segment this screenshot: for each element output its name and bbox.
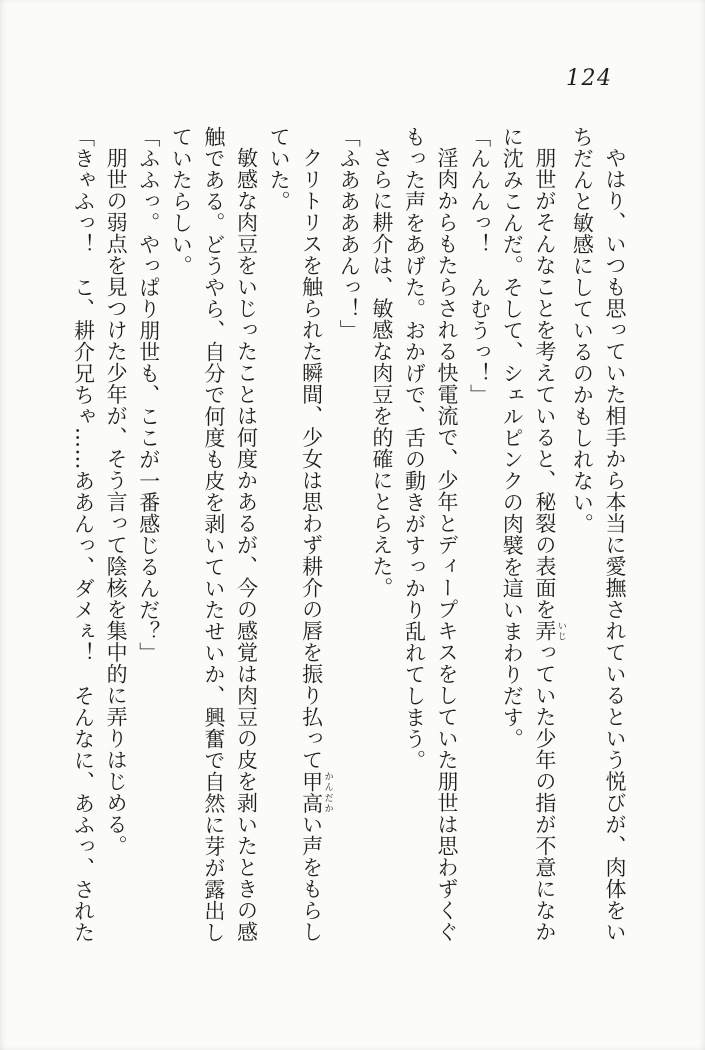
paragraph-dialogue: 「ふふっ。やっぱり朋世も、ここが一番感じるんだ？」 [136, 126, 161, 664]
paragraph-dialogue: 「きゃふっ！ こ、耕介兄ちゃ……ああんっ、ダメぇ！ そんなに、あふっ、された [71, 126, 96, 943]
paragraph-narrative: 朋世がそんなことを考えていると、秘裂の表面を弄 いじっていた少年の指が不意になかに沈みこんだ。そして、シェルピンクの肉襞を這いまわりだす。 [500, 126, 566, 943]
body-text [71, 126, 631, 948]
paragraph-narrative: クリトリスを触られた瞬間、少女は思わず耕介の唇を振り払って甲高 かんだかい声をもらしていた。 [267, 126, 333, 943]
paragraph-dialogue: 「んんんっ！ んむうっ！」 [467, 126, 492, 406]
ruby-annotation: 弄 いじ [532, 620, 566, 642]
paragraph-narrative: 淫肉からもたらされる快電流で、少年とディープキスをしていた朋世は思わずくぐもった声をあげた。おかげで、舌の動きがすっかり乱れてしまう。 [402, 126, 460, 943]
paragraph-narrative: 敏感な肉豆をいじったことは何度かあるが、今の感覚は肉豆の皮を剥いたときの感触である。どうやら、自分で何度も皮を剥いていたせいか、興奮で自然に芽が露出していたらしい。 [169, 126, 259, 943]
paragraph-narrative: 朋世の弱点を見つけた少年が、そう言って陰核を集中的に弄りはじめる。 [104, 147, 129, 857]
paragraph-narrative: さらに耕介は、敏感な肉豆を的確にとらえた。 [369, 147, 394, 599]
paragraph-narrative: やはり、いつも思っていた相手から本当に愛撫されているという悦びが、肉体をいちだんと敏感にしているのかもしれない。 [570, 126, 627, 943]
paragraph-dialogue: 「ふああああんっ！」 [337, 126, 362, 341]
page-number: 124 [566, 66, 613, 91]
ruby-annotation: 甲高 かんだか [299, 770, 333, 814]
